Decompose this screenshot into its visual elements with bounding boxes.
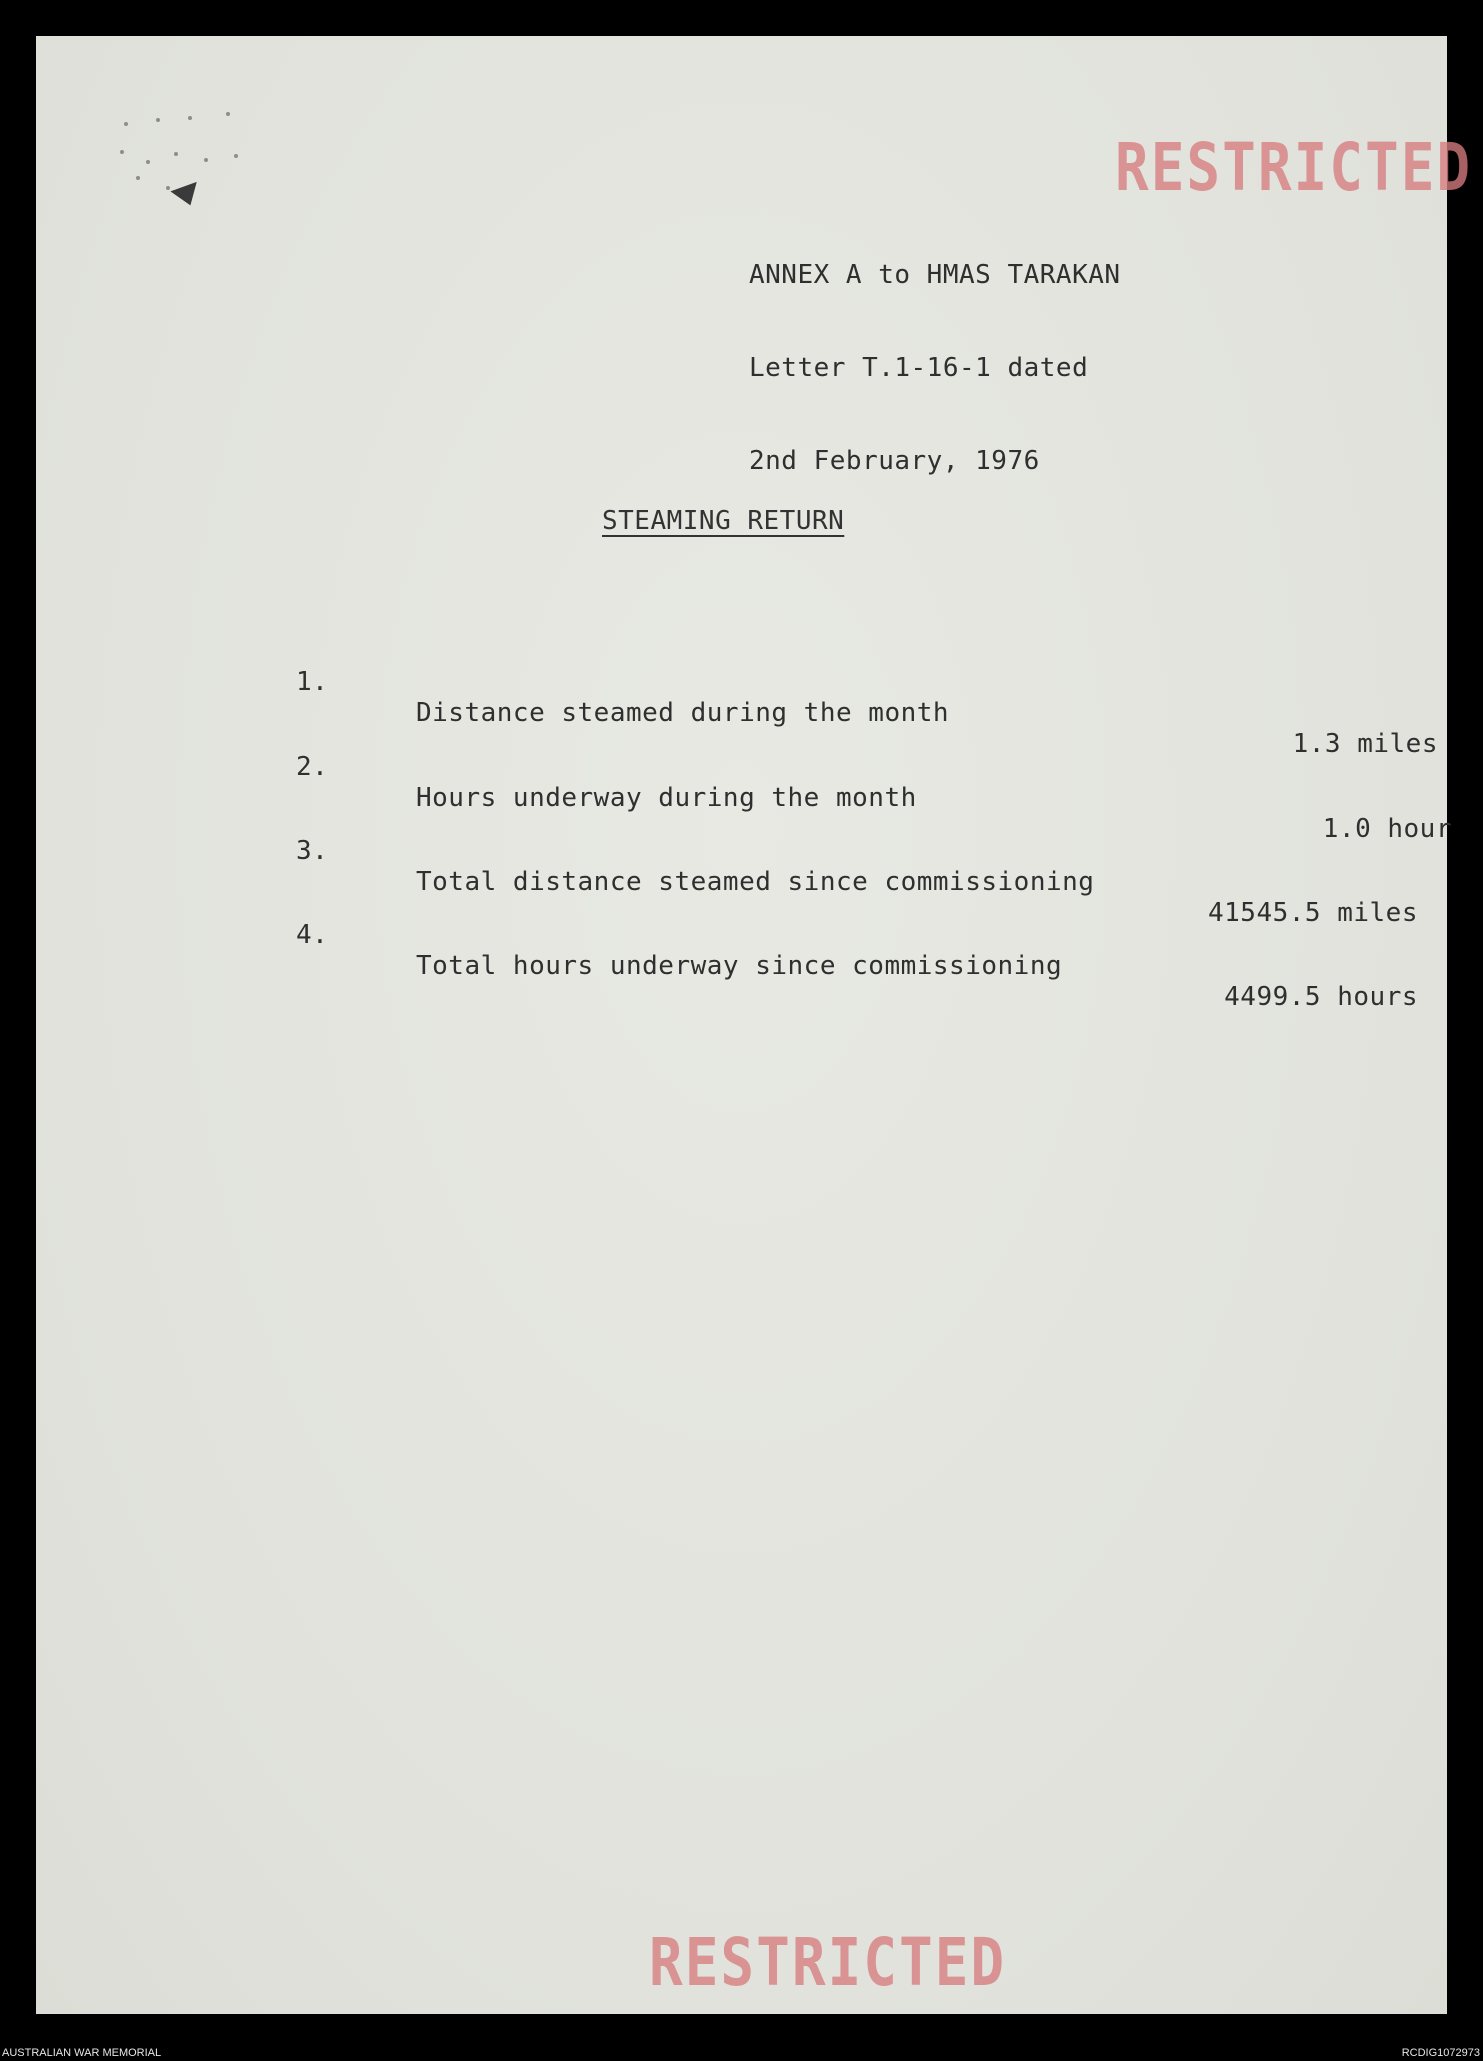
- list-item: [296, 636, 1438, 759]
- item-value: 1.3 miles: [1292, 729, 1438, 759]
- hole-mark: [234, 154, 238, 158]
- item-value: 1.0 hour: [1322, 814, 1452, 844]
- archive-id: RCDIG1072973: [1401, 2047, 1480, 2059]
- item-number: 1.: [296, 667, 329, 697]
- item-value: 4499.5 hours: [1224, 982, 1418, 1012]
- item-label: Total hours underway since commissioning: [416, 951, 1063, 981]
- hole-mark: [156, 118, 160, 122]
- item-number: 2.: [296, 752, 329, 782]
- item-label: Distance steamed during the month: [416, 698, 950, 728]
- item-number: 4.: [296, 920, 329, 950]
- annex-reference: [749, 198, 1121, 539]
- item-label: Hours underway during the month: [416, 783, 917, 813]
- list-item: [296, 721, 1452, 844]
- list-item: [296, 889, 1418, 1012]
- annex-line: Letter T.1-16-1 dated: [749, 353, 1089, 383]
- punch-holes: [116, 116, 336, 236]
- document-title: STEAMING RETURN: [602, 506, 845, 536]
- hole-mark: [136, 176, 140, 180]
- hole-mark: [204, 158, 208, 162]
- archive-credit: AUSTRALIAN WAR MEMORIAL: [2, 2047, 162, 2059]
- hole-mark: [188, 116, 192, 120]
- item-label: Total distance steamed since commissioning: [416, 867, 1095, 897]
- item-value: 41545.5 miles: [1208, 898, 1418, 928]
- annex-line: ANNEX A to HMAS TARAKAN: [749, 260, 1121, 290]
- hole-mark: [166, 186, 170, 190]
- item-number: 3.: [296, 836, 329, 866]
- restricted-stamp-bottom: RESTRICTED: [649, 1925, 1007, 2002]
- hole-mark: [174, 152, 178, 156]
- hole-mark: [120, 150, 124, 154]
- annex-line: 2nd February, 1976: [749, 446, 1040, 476]
- hole-mark: [226, 112, 230, 116]
- hole-mark: [146, 160, 150, 164]
- restricted-stamp-top: RESTRICTED: [1115, 130, 1473, 207]
- document-page: [36, 36, 1473, 2014]
- hole-mark: [124, 122, 128, 126]
